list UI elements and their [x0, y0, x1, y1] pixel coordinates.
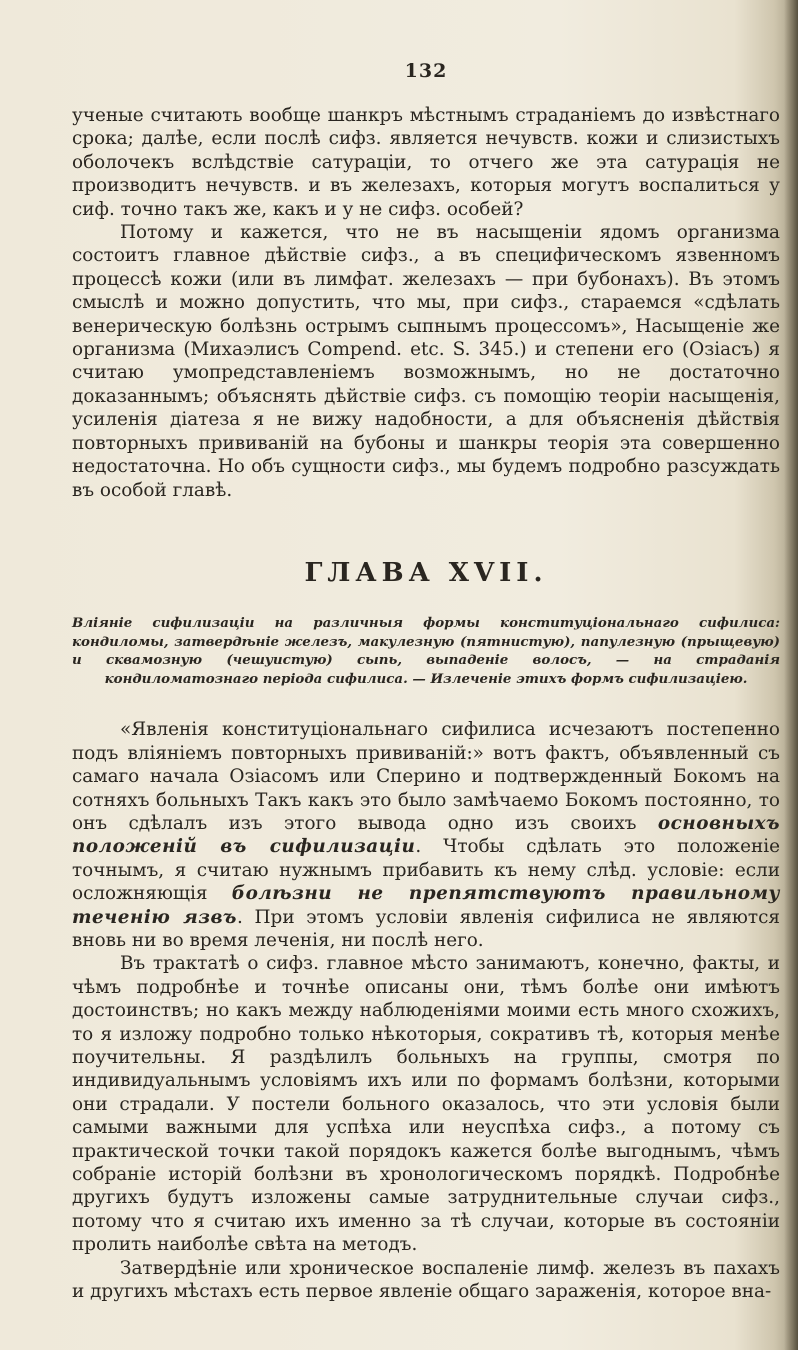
paragraph-continued: ученые считають вообще шанкръ мѣстнымъ страданiемъ до извѣстнаго срока; далѣе, если послѣ сифз. является нечувств. кожи и слизистыхъ оболочекъ вслѣдствiе сатурацiи, то отчего же эта сатурацiя не производитъ нечувств. и въ железахъ, которыя могутъ воспалиться у сиф. точно такъ же, какъ и у не сифз. особей?	[72, 105, 780, 220]
paragraph: Затвердѣнiе или хроническое воспаленiе лимф. железъ въ пахахъ и другихъ мѣстахъ есть первое явленiе общаго зараженiя, которое вна-	[72, 1257, 780, 1303]
paragraph-text: . При этомъ условiи явленiя сифилиса не являются вновь ни во время леченiя, ни послѣ него.	[72, 906, 781, 951]
paragraph-text: . Чтобы сдѣлать это положенiе точнымъ, я считаю нужнымъ прибавить къ нему слѣд. условiе: если осложняющiя	[72, 836, 781, 905]
emphasis-text: болѣзни не препятствуютъ правильному теченiю язвъ	[72, 883, 781, 928]
chapter-summary: Влiянiе сифилизацiи на различныя формы конституцiональнаго сифилиса: кондиломы, затвердѣнiе железъ, макулезную (пятнистую), папулезную (прыщевую) и сквамозную (чешуистую) сыпь, выпаденiе волосъ, — на страданiя кондиломатознаго перiода сифилиса. — Излеченiе этихъ формъ сифилизацiею.	[72, 614, 780, 687]
page-number: 132	[404, 60, 448, 82]
paragraph-with-emphasis	[72, 718, 780, 952]
paragraph: Въ трактатѣ о сифз. главное мѣсто занимаютъ, конечно, факты, и чѣмъ подробнѣе и точнѣе описаны они, тѣмъ болѣе они имѣютъ достоинствъ; но какъ между наблюденiями моими есть много схожихъ, то я изложу подробно только нѣкоторыя, сокративъ тѣ, которыя менѣе поучительны. Я раздѣлилъ больныхъ на группы, смотря по индивидуальнымъ условiямъ ихъ или по формамъ болѣзни, которыми они страдали. У постели больного оказалось, что эти условiя были самыми важными для успѣха или неуспѣха сифз., а потому съ практической точки такой порядокъ кажется болѣе выгоднымъ, чѣмъ собранiе исторiй болѣзни въ хронологическомъ порядкѣ. Подробнѣе другихъ будутъ изложены самые затруднительные случаи сифз., потому что я считаю ихъ именно за тѣ случаи, которые въ состоянiи пролить наиболѣе свѣта на методъ.	[72, 953, 780, 1256]
paragraph-text: «Явленiя конституцiональнаго сифилиса исчезаютъ постепенно подъ влiянiемъ повторныхъ прививанiй:» вотъ фактъ, объявленный съ самаго начала Озiасомъ или Сперино и подтвержденный Бокомъ на сотняхъ больныхъ Такъ какъ это было замѣчаемо Бокомъ постоянно, то онъ сдѣлалъ изъ этого вывода одно изъ своихъ	[72, 719, 780, 834]
chapter-title: ГЛАВА XVII.	[304, 557, 548, 588]
page-content	[72, 60, 780, 1303]
emphasis-text: основныхъ положенiй въ сифилизацiи	[72, 812, 780, 858]
page-spine-shadow	[784, 0, 798, 1350]
paragraph: Потому и кажется, что не въ насыщенiи ядомъ организма состоитъ главное дѣйствiе сифз., а въ специфическомъ язвенномъ процессѣ кожи (или въ лимфат. железахъ — при бубонахъ). Въ этомъ смыслѣ и можно допустить, что мы, при сифз., стараемся «сдѣлать венерическую болѣзнь острымъ сыпнымъ процессомъ», Насыщенiе же организма (Михаэлисъ Compend. etc. S. 345.) и степени его (Озiасъ) я считаю умопредставленiемъ возможнымъ, но не достаточно доказаннымъ; объяснять дѣйствiе сифз. съ помощiю теорiи насыщенiя, усиленiя дiатеза я не вижу надобности, а для объясненiя дѣйствiя повторныхъ прививанiй на бубоны и шанкры теорiя эта совершенно недостаточна. Но объ сущности сифз., мы будемъ подробно разсуждать въ особой главѣ.	[72, 222, 780, 501]
